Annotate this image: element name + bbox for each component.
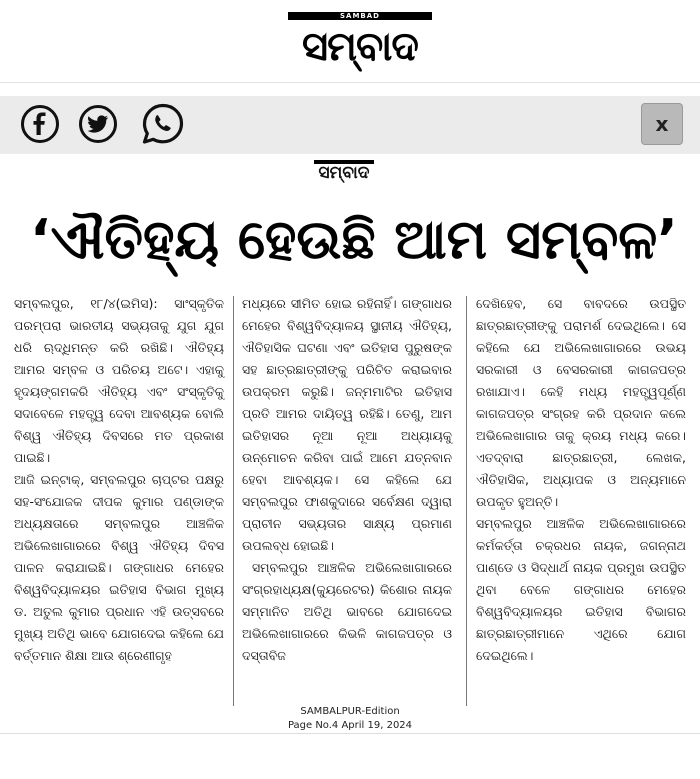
article-column-1 (14, 293, 224, 667)
article-paragraph: ମଧ୍ୟରେ ସୀମିତ ହୋଇ ରହିନାହିଁ। ଗଙ୍ଗାଧର ମେହେର ବିଶ୍ୱବିଦ୍ୟାଳୟ ସ୍ଥାନୀୟ ଐତିହ୍ୟ, ଐତିହାସିକ ଘଟଣା ଏବଂ ଇତିହାସ ପୁରୁଷଙ୍କ ସହ ଛାତ୍ରଛାତ୍ରୀଙ୍କୁ ପରିଚିତ କରାଇବାର ଉପକ୍ରମ କରୁଛି। ଜନ୍ମମାଟିର ଇତିହାସ ପ୍ରତି ଆମର ଦାୟିତ୍ୱ ରହିଛି। ତେଣୁ, ଆମ ଇତିହାସର ନୂଆ ନୂଆ ଅଧ୍ୟାୟକୁ ଉନ୍ମୋଚନ କରିବା ପାଇଁ ଆମେ ଯତ୍ନବାନ ହେବା ଆବଶ୍ୟକ। ସେ କହିଲେ ଯେ ସମ୍ବଲପୁର ଫାଶକୁଦାରେ ସର୍ବେକ୍ଷଣ ଦ୍ୱାରା ପ୍ରାଚୀନ ସଭ୍ୟତାର ସାକ୍ଷ୍ୟ ପ୍ରମାଣ ଉପଲବ୍ଧ ହୋଇଛି। (242, 296, 452, 553)
bottom-divider (0, 733, 700, 734)
logo-band (288, 12, 432, 20)
article-column-3 (476, 293, 686, 667)
twitter-icon[interactable] (78, 104, 118, 144)
edition-label: SAMBALPUR-Edition (300, 706, 400, 717)
article-paragraph: ସମ୍ବଲପୁର ଆଞ୍ଚଳିକ ଅଭିଲେଖାଗାରରେ ସଂଗ୍ରହାଧ୍ୟକ୍ଷ(କ୍ୟୁରେଟର) କିଶୋର ନାୟକ ସମ୍ମାନିତ ଅତିଥି ଭାବରେ ଯୋଗଦେଇ ଅଭିଲେଖାଗାରରେ କିଭଳି କାଗଜପତ୍ର ଓ ଦସ୍ତାବିଜ (242, 560, 452, 663)
clipping-logo (310, 160, 378, 184)
logo-band-text: SAMBAD (340, 12, 380, 20)
column-divider (233, 296, 234, 706)
logo-wordmark: ସମ୍ବାଦ (302, 24, 418, 70)
column-divider (466, 296, 467, 706)
facebook-icon[interactable] (20, 104, 60, 144)
whatsapp-icon[interactable] (140, 101, 186, 147)
share-bar (0, 96, 700, 154)
close-button[interactable]: x (641, 103, 683, 145)
page-info: Page No.4 April 19, 2024 (287, 720, 413, 731)
article-paragraph: ଆଜି ଇନ୍ଟାକ୍, ସମ୍ବଲପୁର ଚାପ୍ଟର ପକ୍ଷରୁ ସହ-ସଂଯୋଜକ ଦୀପକ କୁମାର ପଣ୍ଡାଙ୍କ ଅଧ୍ୟକ୍ଷତାରେ ସମ୍ବଲପୁର ଆଞ୍ଚଳିକ ଅଭିଲେଖାଗାରରେ ବିଶ୍ୱ ଐତିହ୍ୟ ଦିବସ ପାଳନ କରାଯାଇଛି। ଗଙ୍ଗାଧର ମେହେର ବିଶ୍ୱବିଦ୍ୟାଳୟର ଇତିହାସ ବିଭାଗ ମୁଖ୍ୟ ଡ. ଅତୁଲ କୁମାର ପ୍ରଧାନ ଏହି ଉତ୍ସବରେ ମୁଖ୍ୟ ଅତିଥି ଭାବେ ଯୋଗଦେଇ କହିଲେ ଯେ ବର୍ତ୍ତମାନ ଶିକ୍ଷା ଆଉ ଶ୍ରେଣୀଗୃହ (14, 472, 224, 663)
sambad-logo[interactable] (280, 12, 440, 74)
article-headline: ‘ଐତିହ୍ୟ ହେଉଛି ଆମ ସମ୍ବଳ’ (30, 208, 678, 271)
article-paragraph: ସମ୍ବଲପୁର, ୧୮/୪(ଇମିସ): ସାଂସ୍କୃତିକ ପରମ୍ପରା ଭାରତୀୟ ସଭ୍ୟତାକୁ ଯୁଗ ଯୁଗ ଧରି ଋଦ୍ଧିମନ୍ତ କରି ରଖିଛି। ଐତିହ୍ୟ ଆମର ସମ୍ବଳ ଓ ପରିଚୟ ଅଟେ। ଏହାକୁ ହୃଦୟଙ୍ଗମକରି ଐତିହ୍ୟ ଏବଂ ସଂସ୍କୃତିକୁ ସଦାବେଳେ ମହତ୍ତ୍ୱ ଦେବା ଆବଶ୍ୟକ ବୋଲି ବିଶ୍ୱ ଐତିହ୍ୟ ଦିବସରେ ମତ ପ୍ରକାଶ ପାଇଛି। (14, 296, 224, 465)
article-paragraph: ସମ୍ବଲପୁର ଆଞ୍ଚଳିକ ଅଭିଲେଖାଗାରରେ କର୍ମକର୍ତ୍ତା ଚକ୍ରଧର ନାୟକ, ଜଗନ୍ନାଥ ପାଣ୍ଡେ ଓ ସିଦ୍ଧାର୍ଥ ନାୟକ ପ୍ରମୁଖ ଉପସ୍ଥିତ ଥିବା ବେଳେ ଗଙ୍ଗାଧର ମେହେର ବିଶ୍ୱବିଦ୍ୟାଳୟର ଇତିହାସ ବିଭାଗର ଛାତ୍ରଛାତ୍ରୀମାନେ ଏଥିରେ ଯୋଗ ଦେଇଥିଲେ। (476, 516, 686, 663)
article-paragraph: ଦେଖିହେବ, ସେ ବାବଦରେ ଉପସ୍ଥିତ ଛାତ୍ରଛାତ୍ରୀଙ୍କୁ ପରାମର୍ଶ ଦେଇଥିଲେ। ସେ କହିଲେ ଯେ ଅଭିଲେଖାଗାରରେ ଉଭୟ ସରକାରୀ ଓ ବେସରକାରୀ କାଗଜପତ୍ର ରଖାଯାଏ। କେହି ମଧ୍ୟ ମହତ୍ତ୍ୱପୂର୍ଣ୍ଣ କାଗଜପତ୍ର ସଂଗ୍ରହ କରି ପ୍ରଦାନ କଲେ ଅଭିଲେଖାଗାର ତାକୁ କ୍ରୟ ମଧ୍ୟ କରେ। ଏତଦ୍ବାରା ଛାତ୍ରଛାତ୍ରୀ, ଲେଖକ, ଐତିହାସିକ, ଅଧ୍ୟାପକ ଓ ଅନ୍ୟମାନେ ଉପକୃତ ହୁଅନ୍ତି। (476, 296, 686, 509)
clipping-logo-text: ସମ୍ବାଦ (318, 163, 370, 183)
masthead-bar (0, 0, 700, 83)
article-column-2 (242, 293, 452, 667)
